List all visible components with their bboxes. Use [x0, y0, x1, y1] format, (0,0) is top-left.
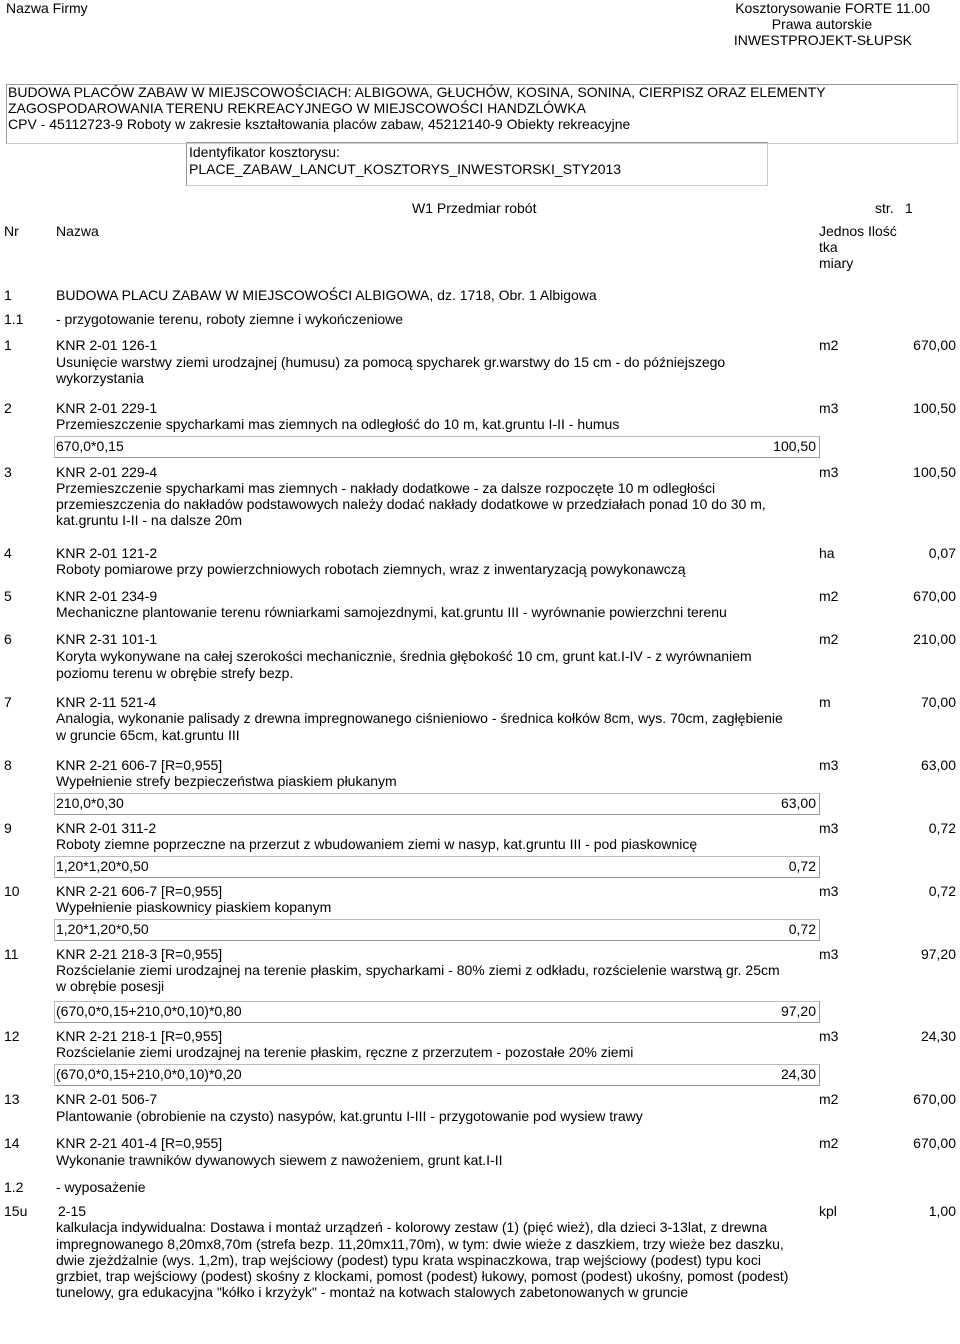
item-code: KNR 2-31 101-1 — [56, 631, 158, 647]
item-nr: 12 — [4, 1028, 20, 1044]
item-qty: 0,07 — [928, 545, 956, 561]
item-qty: 24,30 — [920, 1028, 956, 1044]
item-unit: m3 — [819, 757, 839, 773]
item-code: KNR 2-21 401-4 [R=0,955] — [56, 1135, 223, 1151]
item-qty: 70,00 — [920, 694, 956, 710]
item-desc-line: tunelowy, gra edukacyjna "kółko i krzyżyk" - montaż na kotwach stalowych zabetonowanych w gruncie — [56, 1284, 689, 1300]
title-line-2: ZAGOSPODAROWANIA TERENU REKREACYJNEGO W MIEJSCOWOŚCI HANDZLÓWKA — [8, 100, 586, 116]
calc-expression: 1,20*1,20*0,50 — [56, 858, 149, 874]
item-nr: 14 — [4, 1135, 20, 1151]
group-nr: 1 — [4, 287, 12, 303]
calc-box — [54, 856, 820, 878]
item-code: 2-15 — [58, 1203, 87, 1219]
item-unit: m — [819, 694, 831, 710]
item-desc-line: w gruncie 65cm, kat.gruntu III — [56, 727, 240, 743]
item-qty: 100,50 — [913, 464, 956, 480]
author-name: INWESTPROJEKT-SŁUPSK — [733, 32, 912, 48]
calc-result: 0,72 — [788, 921, 816, 937]
item-qty: 670,00 — [913, 1135, 956, 1151]
item-nr: 7 — [4, 694, 12, 710]
item-desc-line: Mechaniczne plantowanie terenu równiarkami samojezdnymi, kat.gruntu III - wyrównanie powierzchni terenu — [56, 604, 727, 620]
item-desc-line: Wykonanie trawników dywanowych siewem z nawożeniem, grunt kat.I-II — [56, 1152, 503, 1168]
item-nr: 11 — [4, 946, 19, 962]
item-nr: 4 — [4, 545, 12, 561]
item-desc-line: Koryta wykonywane na całej szerokości mechanicznie, średnia głębokość 10 cm, grunt kat.I-IV - z wyrównaniem — [56, 648, 752, 664]
item-desc-line: Rozścielanie ziemi urodzajnej na terenie płaskim, spycharkami - 80% ziemi z odkładu, rozścielenie warstwą gr. 25cm — [56, 962, 780, 978]
identifier-value: PLACE_ZABAW_LANCUT_KOSZTORYS_INWESTORSKI_STY2013 — [189, 161, 622, 177]
item-qty: 670,00 — [913, 1091, 956, 1107]
column-header-nr: Nr — [4, 223, 19, 239]
item-unit: m3 — [819, 1028, 839, 1044]
item-code: KNR 2-01 311-2 — [56, 820, 157, 836]
item-nr: 2 — [4, 400, 12, 416]
subgroup-nr: 1.2 — [4, 1179, 24, 1195]
calc-expression: 210,0*0,30 — [56, 795, 124, 811]
item-qty: 670,00 — [913, 588, 956, 604]
calc-expression: (670,0*0,15+210,0*0,10)*0,20 — [56, 1066, 242, 1082]
page-label: str. — [875, 200, 894, 216]
item-qty: 97,20 — [920, 946, 956, 962]
item-qty: 1,00 — [928, 1203, 956, 1219]
column-header-qty: Ilość — [868, 223, 897, 239]
copyright-label: Prawa autorskie — [771, 16, 873, 32]
section-title: W1 Przedmiar robót — [412, 200, 537, 216]
item-desc-line: Przemieszczenie spycharkami mas ziemnych - nakłady dodatkowe - za dalsze rozpoczęte 10 m odległości — [56, 480, 716, 496]
item-unit: m3 — [819, 464, 839, 480]
item-code: KNR 2-21 218-1 [R=0,955] — [56, 1028, 223, 1044]
item-nr: 10 — [4, 883, 20, 899]
calc-box — [54, 793, 820, 815]
item-desc-line: przemieszczenia do nakładów podstawowych należy dodać nakłady dodatkowe w przedziałach ponad 10 do 30 m, — [56, 496, 766, 512]
identifier-label: Identyfikator kosztorysu: — [189, 144, 340, 160]
subgroup-name: - przygotowanie terenu, roboty ziemne i wykończeniowe — [56, 311, 404, 327]
item-nr: 15u — [4, 1203, 28, 1219]
title-line-1: BUDOWA PLACÓW ZABAW W MIEJSCOWOŚCIACH: ALBIGOWA, GŁUCHÓW, KOSINA, SONINA, CIERPISZ ORAZ ELEMENTY — [8, 84, 826, 100]
item-code: KNR 2-11 521-4 — [56, 694, 157, 710]
calc-box — [54, 919, 820, 941]
item-qty: 63,00 — [920, 757, 956, 773]
item-unit: m3 — [819, 820, 839, 836]
item-desc-line: Wypełnienie strefy bezpieczeństwa piaskiem płukanym — [56, 773, 397, 789]
item-desc-line: Przemieszczenie spycharkami mas ziemnych na odległość do 10 m, kat.gruntu I-II - humus — [56, 416, 620, 432]
item-desc-line: Roboty ziemne poprzeczne na przerzut z wbudowaniem ziemi w nasyp, kat.gruntu III - pod piaskownicę — [56, 836, 698, 852]
calc-result: 63,00 — [780, 795, 816, 811]
item-desc-line: Roboty pomiarowe przy powierzchniowych robotach ziemnych, wraz z inwentaryzacją powykonawczą — [56, 561, 686, 577]
item-desc-line: Rozścielanie ziemi urodzajnej na terenie płaskim, ręczne z przerzutem - pozostałe 20% ziemi — [56, 1044, 634, 1060]
item-code: KNR 2-21 606-7 [R=0,955] — [56, 883, 223, 899]
item-qty: 100,50 — [913, 400, 956, 416]
title-line-3: CPV - 45112723-9 Roboty w zakresie kształtowania placów zabaw, 45212140-9 Obiekty rekreacyjne — [8, 116, 631, 132]
item-nr: 5 — [4, 588, 12, 604]
item-code: KNR 2-01 121-2 — [56, 545, 158, 561]
item-desc-line: dwie zjeżdżalnie (wys. 1,2m), trap wejściowy (podest) typu krata wspinaczkowa, trap wejściowy (podest) typu koci — [56, 1252, 761, 1268]
item-desc-line: w obrębie posesji — [56, 978, 165, 994]
item-unit: m2 — [819, 631, 839, 647]
item-qty: 0,72 — [928, 883, 956, 899]
item-nr: 13 — [4, 1091, 20, 1107]
item-unit: m3 — [819, 400, 839, 416]
item-nr: 1 — [4, 337, 12, 353]
calc-expression: 670,0*0,15 — [56, 438, 124, 454]
item-unit: m3 — [819, 883, 839, 899]
item-desc-line: wykorzystania — [56, 370, 144, 386]
item-code: KNR 2-21 606-7 [R=0,955] — [56, 757, 223, 773]
column-header-unit-3: miary — [819, 255, 854, 271]
company-name: Nazwa Firmy — [6, 0, 88, 16]
item-code: KNR 2-21 218-3 [R=0,955] — [56, 946, 223, 962]
subgroup-name: - wyposażenie — [56, 1179, 146, 1195]
column-header-unit-1: Jednos — [819, 223, 865, 239]
calc-result: 97,20 — [780, 1003, 816, 1019]
item-unit: m2 — [819, 337, 839, 353]
item-desc-line: impregnowanego 8,20mx8,70m (strefa bezp. 11,20mx11,70m), w tym: dwie wieże z daszkiem, trzy wieże bez daszku, — [56, 1236, 784, 1252]
item-desc-line: grzbiet, trap wejściowy (podest) skośny z klockami, pomost (podest) łukowy, pomost (podest) ukośny, pomost (podest) — [56, 1268, 789, 1284]
item-desc-line: Plantowanie (obrobienie na czysto) nasypów, kat.gruntu I-III - przygotowanie pod wysiew trawy — [56, 1108, 643, 1124]
item-nr: 8 — [4, 757, 12, 773]
item-nr: 6 — [4, 631, 12, 647]
calc-result: 0,72 — [788, 858, 816, 874]
item-unit: kpl — [819, 1203, 837, 1219]
item-unit: m3 — [819, 946, 839, 962]
item-unit: m2 — [819, 1091, 839, 1107]
item-unit: m2 — [819, 1135, 839, 1151]
item-desc-line: Usunięcie warstwy ziemi urodzajnej (humusu) za pomocą spycharek gr.warstwy do 15 cm - do późniejszego — [56, 354, 726, 370]
item-code: KNR 2-01 229-4 — [56, 464, 158, 480]
calc-expression: (670,0*0,15+210,0*0,10)*0,80 — [56, 1003, 242, 1019]
item-desc-line: Wypełnienie piaskownicy piaskiem kopanym — [56, 899, 332, 915]
calc-result: 24,30 — [780, 1066, 816, 1082]
item-unit: m2 — [819, 588, 839, 604]
column-header-unit-2: tka — [819, 239, 838, 255]
calc-result: 100,50 — [773, 438, 816, 454]
item-code: KNR 2-01 506-7 — [56, 1091, 158, 1107]
calc-box — [54, 436, 820, 458]
item-nr: 3 — [4, 464, 12, 480]
item-code: KNR 2-01 229-1 — [56, 400, 158, 416]
item-desc-line: kat.gruntu I-II - na dalsze 20m — [56, 512, 242, 528]
page-number: 1 — [905, 200, 913, 216]
item-desc-line: poziomu terenu w obrębie strefy bezp. — [56, 665, 294, 681]
group-name: BUDOWA PLACU ZABAW W MIEJSCOWOŚCI ALBIGOWA, dz. 1718, Obr. 1 Albigowa — [56, 287, 597, 303]
column-header-name: Nazwa — [56, 223, 99, 239]
item-qty: 210,00 — [913, 631, 956, 647]
calc-expression: 1,20*1,20*0,50 — [56, 921, 149, 937]
item-code: KNR 2-01 126-1 — [56, 337, 158, 353]
item-qty: 670,00 — [913, 337, 956, 353]
item-code: KNR 2-01 234-9 — [56, 588, 158, 604]
item-qty: 0,72 — [928, 820, 956, 836]
item-nr: 9 — [4, 820, 12, 836]
subgroup-nr: 1.1 — [4, 311, 24, 327]
item-desc-line: kalkulacja indywidualna: Dostawa i montaż urządzeń - kolorowy zestaw (1) (pięć wież), dla dzieci 3-13lat, z drewna — [56, 1219, 768, 1235]
software-name: Kosztorysowanie FORTE 11.00 — [735, 0, 930, 16]
item-desc-line: Analogia, wykonanie palisady z drewna impregnowanego ciśnieniowo - średnica kołków 8cm, wys. 70cm, zagłębienie — [56, 710, 783, 726]
item-unit: ha — [819, 545, 835, 561]
